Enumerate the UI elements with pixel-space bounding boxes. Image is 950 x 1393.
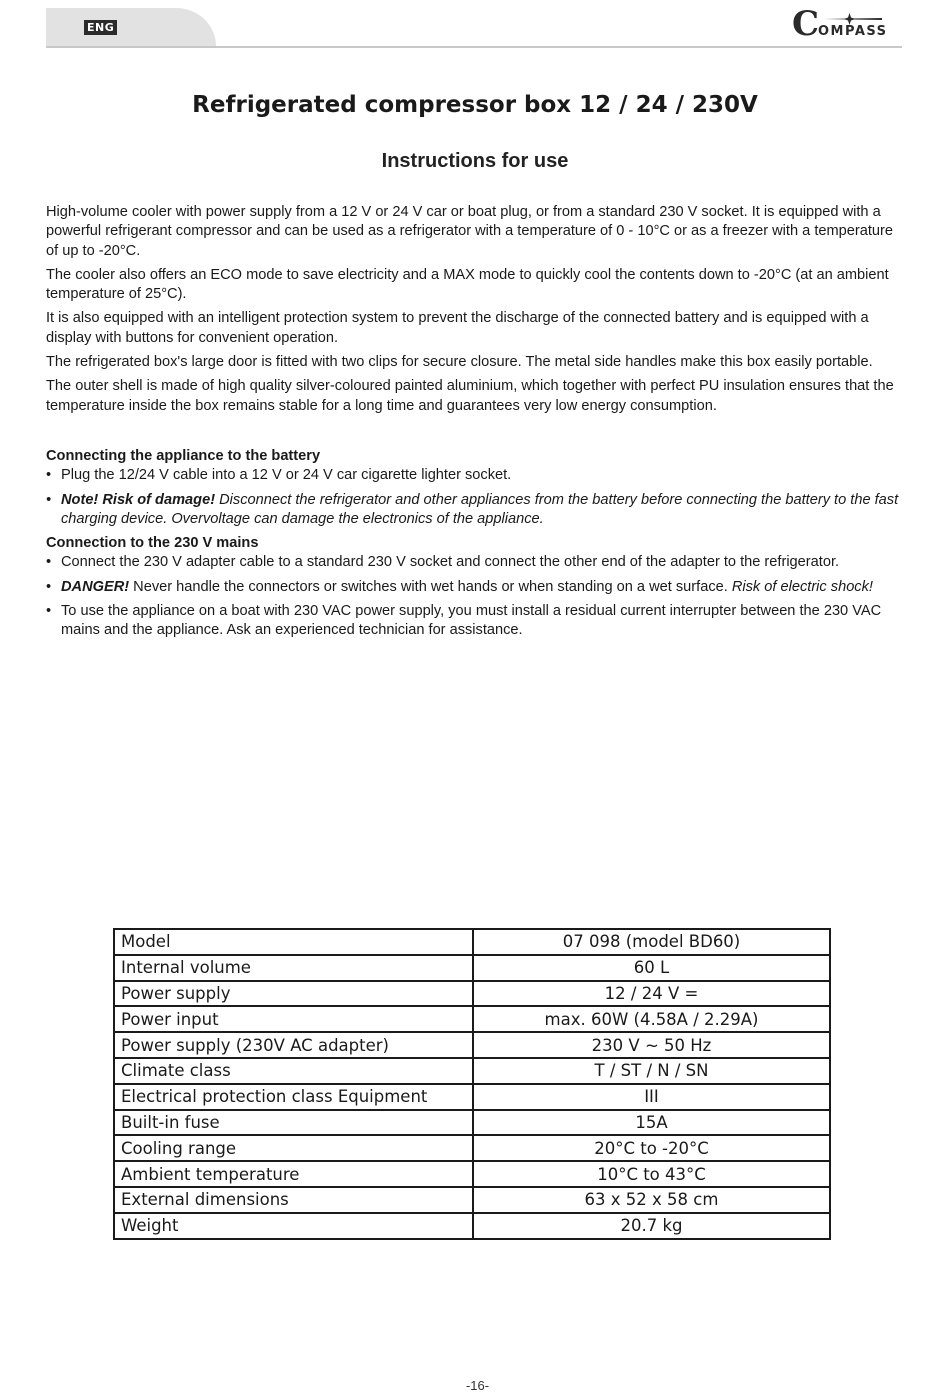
spec-value: 20°C to -20°C: [473, 1135, 830, 1161]
spec-label: Cooling range: [114, 1135, 473, 1161]
list-item: [46, 491, 904, 530]
spec-value: 15A: [473, 1110, 830, 1136]
table-row: [114, 929, 830, 955]
document-title: Refrigerated compressor box 12 / 24 / 230V: [192, 92, 758, 118]
language-badge: ENG: [84, 20, 117, 35]
mains-bullet-3: To use the appliance on a boat with 230 VAC power supply, you must install a residual current interrupter between the 230 VAC mains and the appliance. Ask an experienced technician for assistance.: [61, 603, 882, 639]
battery-section-title: Connecting the appliance to the battery: [46, 447, 321, 464]
table-row: [114, 1110, 830, 1136]
spec-label: Built-in fuse: [114, 1110, 473, 1136]
table-row: [114, 1161, 830, 1187]
spec-value: 20.7 kg: [473, 1213, 830, 1239]
specifications-table: [113, 928, 831, 1240]
spec-value: 60 L: [473, 955, 830, 981]
intro-paragraph: High-volume cooler with power supply from a 12 V or 24 V car or boat plug, or from a standard 230 V socket. It is equipped with a powerful refrigerant compressor and can be used as a refrigerator with a temperature of 0 - 10°C or as a freezer with a temperature of up to -20°C.: [46, 204, 894, 259]
logo-initial: C: [792, 4, 820, 44]
page-number: -16-: [465, 1378, 490, 1393]
battery-bullet-1: Plug the 12/24 V cable into a 12 V or 24 V car cigarette lighter socket.: [61, 467, 512, 484]
spec-value: III: [473, 1084, 830, 1110]
spec-label: Electrical protection class Equipment: [114, 1084, 473, 1110]
spec-label: Climate class: [114, 1058, 473, 1084]
table-row: [114, 1058, 830, 1084]
spec-value: max. 60W (4.58A / 2.29A): [473, 1006, 830, 1032]
spec-label: External dimensions: [114, 1187, 473, 1213]
door-paragraph: The refrigerated box's large door is fitted with two clips for secure closure. The metal side handles make this box easily portable.: [46, 354, 873, 371]
table-row: [114, 1032, 830, 1058]
document-subtitle: Instructions for use: [381, 150, 569, 172]
page-header: [46, 4, 902, 48]
spec-label: Power supply: [114, 981, 473, 1007]
spec-label: Weight: [114, 1213, 473, 1239]
table-row: [114, 1084, 830, 1110]
danger-lead: DANGER!: [61, 578, 130, 595]
spec-value: 230 V ~ 50 Hz: [473, 1032, 830, 1058]
damage-warning-lead: Note! Risk of damage!: [61, 491, 216, 508]
danger-text: Never handle the connectors or switches with wet hands or when standing on a wet surface.: [129, 578, 732, 595]
list-item: [46, 602, 904, 641]
battery-list: [46, 466, 904, 529]
header-tab: [46, 8, 216, 46]
spec-label: Power input: [114, 1006, 473, 1032]
table-row: [114, 1006, 830, 1032]
header-divider: [46, 46, 902, 48]
spec-value: 63 x 52 x 58 cm: [473, 1187, 830, 1213]
spec-value: 12 / 24 V =: [473, 981, 830, 1007]
spec-label: Ambient temperature: [114, 1161, 473, 1187]
table-row: [114, 981, 830, 1007]
list-item: [46, 466, 904, 485]
list-item: [46, 553, 904, 572]
mains-list: [46, 553, 904, 640]
list-item: [46, 578, 904, 597]
mains-section-title: Connection to the 230 V mains: [46, 535, 259, 552]
table-row: [114, 1187, 830, 1213]
table-row: [114, 1213, 830, 1239]
spec-label: Internal volume: [114, 955, 473, 981]
mains-bullet-1: Connect the 230 V adapter cable to a standard 230 V socket and connect the other end of the adapter to the refrigerator.: [61, 554, 840, 571]
table-row: [114, 955, 830, 981]
spec-value: 10°C to 43°C: [473, 1161, 830, 1187]
danger-tail: Risk of electric shock!: [731, 578, 873, 595]
modes-paragraph: The cooler also offers an ECO mode to save electricity and a MAX mode to quickly cool the contents down to -20°C (at an ambient temperature of 25°C).: [46, 266, 889, 303]
spec-label: Model: [114, 929, 473, 955]
spec-label: Power supply (230V AC adapter): [114, 1032, 473, 1058]
instructions-body: [46, 203, 904, 646]
shell-paragraph: The outer shell is made of high quality silver-coloured painted aluminium, which together with perfect PU insulation ensures that the temperature inside the box remains stable for a long time and guarantees very low energy consumption.: [46, 378, 894, 414]
spec-value: 07 098 (model BD60): [473, 929, 830, 955]
compass-logo: [792, 4, 902, 44]
protection-paragraph: It is also equipped with an intelligent protection system to prevent the discharge of the connected battery and is equipped with a display with buttons for convenient operation.: [46, 310, 869, 346]
table-row: [114, 1135, 830, 1161]
damage-warning-text: Disconnect the refrigerator and other appliances from the battery before connecting the battery to the fast charging device. Overvoltage can damage the electronics of the appliance.: [61, 491, 899, 527]
spec-value: T / ST / N / SN: [473, 1058, 830, 1084]
logo-text: OMPASS: [818, 24, 888, 39]
